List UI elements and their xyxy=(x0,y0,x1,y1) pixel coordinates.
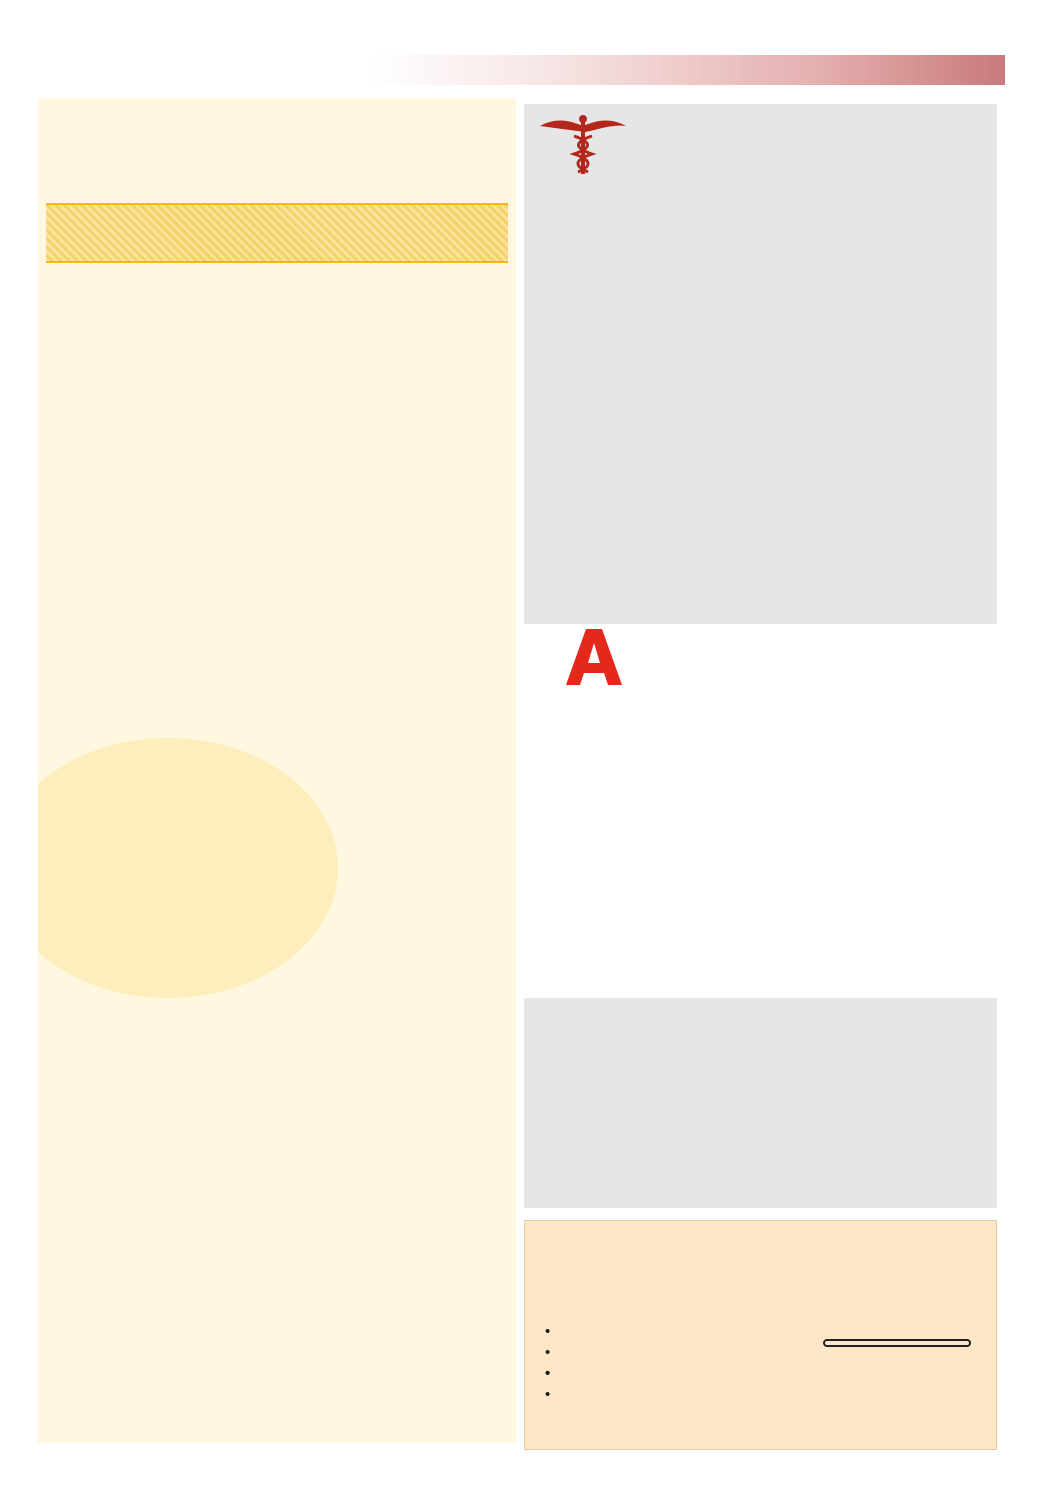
local-pharmacy-list xyxy=(524,998,997,1005)
stelvio-logo xyxy=(772,1221,979,1316)
doctor-services-box xyxy=(524,104,997,624)
moon-calendar-box xyxy=(38,98,516,1443)
opening-hours-box xyxy=(823,1339,971,1347)
restaurant-advertisement xyxy=(524,1220,997,1450)
local-pharmacies-box xyxy=(524,998,997,1208)
feature-item xyxy=(545,1363,558,1384)
header-band xyxy=(370,55,1005,85)
pharmacy-a-icon xyxy=(564,627,624,687)
feature-item xyxy=(545,1342,558,1363)
zodiac-banner xyxy=(46,203,508,263)
feature-item xyxy=(545,1321,558,1342)
feature-list xyxy=(545,1321,558,1405)
feature-item xyxy=(545,1384,558,1405)
moon-background-graphic xyxy=(38,738,338,998)
caduceus-icon xyxy=(538,112,628,176)
pharmacy-header xyxy=(524,625,997,690)
